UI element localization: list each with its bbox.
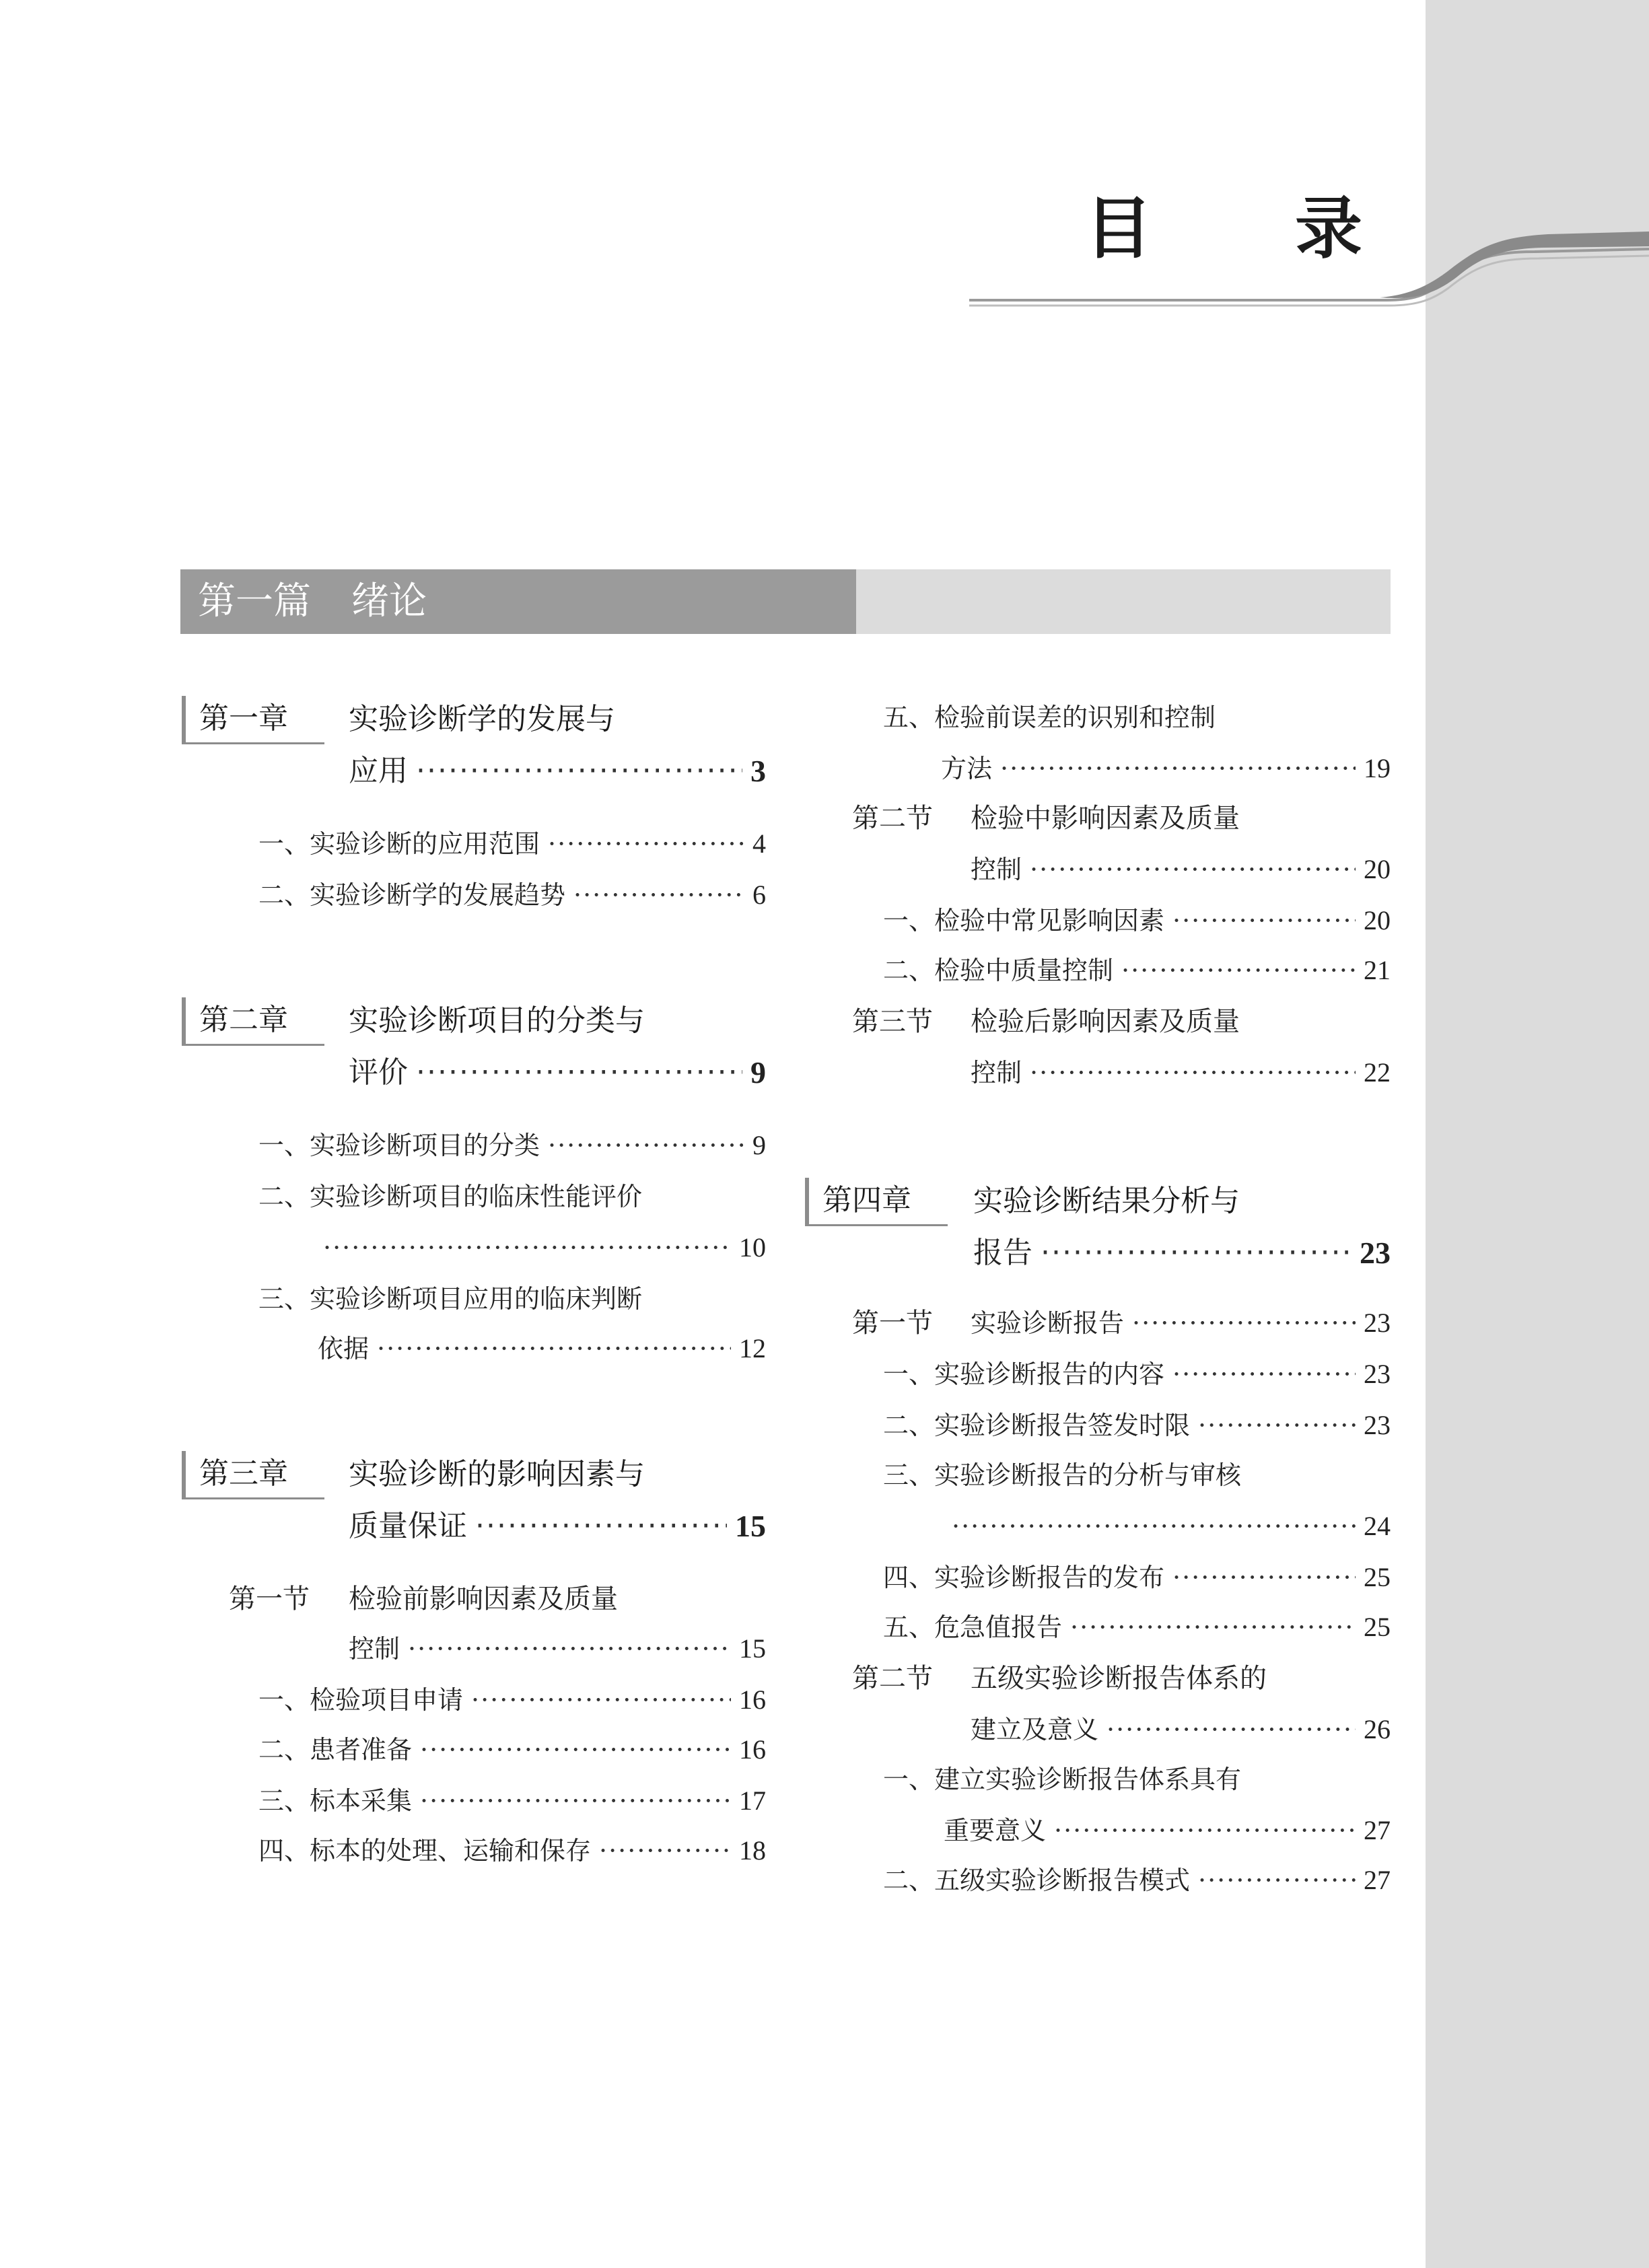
section-title-cont: 控制 [971, 1058, 1022, 1088]
entry-text: 一、实验诊断项目的分类 [258, 1131, 540, 1160]
page-number: 15 [735, 1509, 766, 1543]
entry-text: 二、五级实验诊断报告模式 [883, 1866, 1191, 1895]
entry-text: 一、实验诊断报告的内容 [883, 1359, 1165, 1389]
dot-leader [377, 1323, 731, 1374]
dot-leader [323, 1222, 731, 1273]
toc-entry[interactable] [258, 1775, 766, 1827]
entry-text: 二、实验诊断学的发展趋势 [258, 880, 566, 910]
chapter-3-entry[interactable] [349, 1501, 766, 1552]
section-label[interactable]: 第一节 [852, 1308, 933, 1339]
dot-leader [1030, 844, 1356, 895]
chapter-3-title[interactable]: 实验诊断的影响因素与 [349, 1457, 645, 1491]
toc-entry[interactable] [258, 1273, 766, 1324]
section-title[interactable]: 五级实验诊断报告体系的 [971, 1663, 1267, 1694]
dot-leader [420, 1775, 731, 1827]
chapter-2-entry[interactable] [349, 1047, 766, 1098]
toc-entry-cont[interactable] [323, 1222, 766, 1273]
toc-entry[interactable] [883, 1552, 1391, 1603]
chapter-4-title-cont: 报告 [973, 1236, 1032, 1270]
dot-leader [1121, 945, 1356, 996]
toc-entry[interactable] [883, 1400, 1391, 1451]
toc-entry[interactable] [883, 895, 1391, 946]
section-title[interactable]: 检验前影响因素及质量 [349, 1584, 618, 1615]
dot-leader [1054, 1805, 1356, 1856]
page-title-char-2: 录 [1295, 189, 1362, 268]
page-number: 6 [752, 880, 766, 910]
part-number: 第一篇 [198, 579, 311, 623]
toc-entry[interactable] [883, 692, 1391, 743]
dot-leader [1107, 1704, 1356, 1755]
part-title: 绪论 [351, 579, 427, 623]
entry-text: 五、检验前误差的识别和控制 [883, 703, 1216, 732]
toc-entry[interactable] [258, 870, 766, 921]
toc-entry-cont[interactable] [318, 1323, 766, 1374]
chapter-3-label[interactable]: 第三章 [182, 1451, 324, 1499]
chapter-1-label[interactable]: 第一章 [182, 696, 324, 744]
toc-entry[interactable] [883, 1754, 1391, 1805]
right-margin-band [1426, 0, 1649, 2268]
entry-text: 一、实验诊断的应用范围 [258, 829, 540, 859]
section-title-cont: 控制 [349, 1634, 400, 1664]
chapter-4-entry[interactable] [973, 1228, 1391, 1279]
page-number: 19 [1364, 753, 1391, 783]
entry-text: 五、危急值报告 [883, 1613, 1063, 1642]
section-label[interactable]: 第二节 [852, 803, 933, 834]
page-number: 23 [1364, 1308, 1391, 1338]
entry-text: 二、实验诊断报告签发时限 [883, 1411, 1191, 1440]
section-title: 实验诊断报告 [971, 1308, 1125, 1338]
toc-entry-cont[interactable] [941, 743, 1391, 794]
dot-leader [1172, 1552, 1356, 1603]
chapter-1-entry[interactable] [349, 746, 766, 797]
section-label[interactable]: 第三节 [852, 1006, 933, 1037]
page-number: 18 [739, 1835, 766, 1866]
toc-entry[interactable] [883, 1450, 1391, 1501]
part-heading-label [198, 569, 427, 634]
dot-leader [1070, 1602, 1356, 1653]
section-title[interactable]: 检验中影响因素及质量 [971, 803, 1240, 834]
entry-text: 一、检验中常见影响因素 [883, 906, 1165, 935]
page-number: 15 [739, 1633, 766, 1664]
page-number: 24 [1364, 1511, 1391, 1541]
chapter-2-label[interactable]: 第二章 [182, 997, 324, 1046]
toc-entry[interactable] [258, 1724, 766, 1775]
dot-leader [416, 746, 742, 797]
page-number: 3 [750, 754, 766, 788]
page-number: 9 [752, 1130, 766, 1160]
entry-text: 四、标本的处理、运输和保存 [258, 1836, 592, 1866]
section-entry[interactable] [349, 1623, 766, 1674]
dot-leader [1041, 1228, 1352, 1279]
dot-leader [408, 1623, 731, 1674]
entry-text: 二、患者准备 [258, 1735, 413, 1765]
toc-entry[interactable] [883, 1349, 1391, 1400]
entry-text: 一、检验项目申请 [258, 1685, 464, 1715]
dot-leader [1172, 895, 1356, 946]
dot-leader [1198, 1855, 1356, 1906]
page-number: 25 [1364, 1562, 1391, 1592]
section-entry[interactable] [971, 844, 1391, 895]
chapter-4-title[interactable]: 实验诊断结果分析与 [973, 1184, 1240, 1218]
page-number: 9 [750, 1055, 766, 1090]
part-heading-bar [180, 569, 1391, 634]
section-label[interactable]: 第二节 [852, 1663, 933, 1694]
toc-entry[interactable] [258, 1120, 766, 1171]
entry-text: 一、建立实验诊断报告体系具有 [883, 1765, 1242, 1794]
section-entry[interactable] [971, 1704, 1391, 1755]
dot-leader [548, 1120, 744, 1171]
page-number: 22 [1364, 1057, 1391, 1088]
dot-leader [420, 1724, 731, 1775]
page-number: 16 [739, 1685, 766, 1715]
toc-entry-cont[interactable] [952, 1501, 1391, 1552]
chapter-2-title[interactable]: 实验诊断项目的分类与 [349, 1003, 645, 1038]
entry-text: 二、实验诊断项目的临床性能评价 [258, 1182, 643, 1211]
dot-leader [1172, 1349, 1356, 1400]
toc-entry[interactable] [883, 1855, 1391, 1906]
toc-entry[interactable] [258, 1674, 766, 1726]
toc-entry[interactable] [258, 818, 766, 870]
section-entry[interactable] [971, 1298, 1391, 1349]
dot-leader [1030, 1047, 1356, 1098]
entry-text: 依据 [318, 1334, 370, 1363]
page-number: 12 [739, 1333, 766, 1363]
dot-leader [1000, 743, 1356, 794]
chapter-1-title[interactable]: 实验诊断学的发展与 [349, 702, 615, 736]
dot-leader [548, 818, 744, 870]
entry-text: 四、实验诊断报告的发布 [883, 1563, 1165, 1592]
dot-leader [1132, 1298, 1356, 1349]
entry-text: 三、实验诊断项目应用的临床判断 [258, 1284, 643, 1314]
page-number: 25 [1364, 1612, 1391, 1642]
section-label[interactable]: 第一节 [229, 1584, 310, 1615]
toc-entry[interactable] [258, 1171, 766, 1222]
toc-entry[interactable] [883, 945, 1391, 996]
section-title[interactable]: 检验后影响因素及质量 [971, 1006, 1240, 1037]
dot-leader [1198, 1400, 1356, 1451]
entry-text: 方法 [941, 754, 993, 783]
chapter-3-title-cont: 质量保证 [349, 1509, 467, 1543]
chapter-2-title-cont: 评价 [349, 1055, 408, 1090]
page-number: 10 [739, 1232, 766, 1263]
dot-leader [475, 1501, 727, 1552]
page-title-char-1: 目 [1085, 189, 1152, 268]
page-number: 20 [1364, 854, 1391, 884]
dot-leader [471, 1674, 731, 1726]
title-swoosh-decoration [969, 222, 1649, 316]
toc-entry-cont[interactable] [944, 1805, 1391, 1856]
page-number: 27 [1364, 1815, 1391, 1845]
page-number: 4 [752, 828, 766, 859]
page-number: 23 [1364, 1410, 1391, 1440]
dot-leader [416, 1047, 742, 1098]
section-entry[interactable] [971, 1047, 1391, 1098]
page-number: 23 [1360, 1236, 1391, 1270]
entry-text: 二、检验中质量控制 [883, 956, 1114, 985]
dot-leader [952, 1501, 1356, 1552]
entry-text: 三、标本采集 [258, 1786, 413, 1816]
section-title-cont: 建立及意义 [971, 1715, 1099, 1744]
page-number: 16 [739, 1734, 766, 1765]
chapter-1-title-cont: 应用 [349, 754, 408, 788]
chapter-4-label[interactable]: 第四章 [805, 1178, 948, 1226]
page-number: 23 [1364, 1359, 1391, 1389]
entry-text: 三、实验诊断报告的分析与审核 [883, 1460, 1242, 1490]
toc-entry[interactable] [258, 1825, 766, 1876]
page-number: 21 [1364, 955, 1391, 985]
page-number: 27 [1364, 1865, 1391, 1895]
entry-text: 重要意义 [944, 1816, 1047, 1845]
page-number: 26 [1364, 1714, 1391, 1744]
section-title-cont: 控制 [971, 855, 1022, 884]
page-number: 20 [1364, 905, 1391, 935]
toc-entry[interactable] [883, 1602, 1391, 1653]
dot-leader [599, 1825, 731, 1876]
dot-leader [573, 870, 744, 921]
page-number: 17 [739, 1785, 766, 1816]
